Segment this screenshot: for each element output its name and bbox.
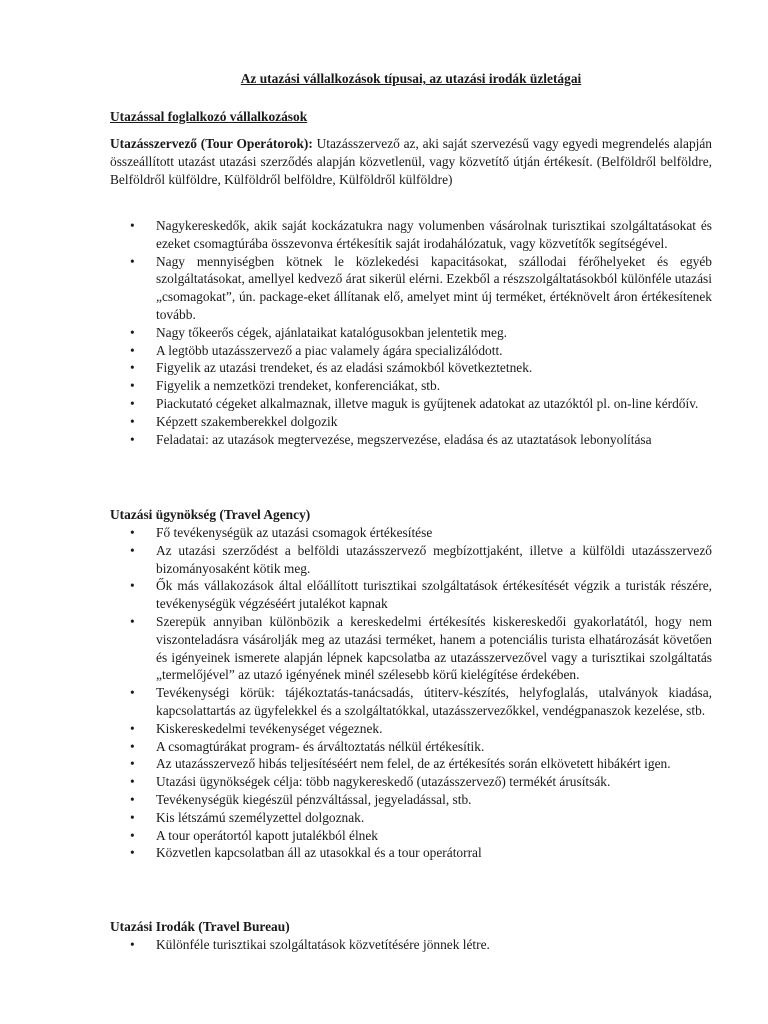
bullet-icon: • (130, 395, 135, 411)
bullet-icon: • (130, 827, 135, 843)
list-item (0, 720, 712, 738)
travel-agency-bullet-list (0, 524, 712, 862)
list-item-text: Utazási ügynökségek célja: több nagykereskedő (utazásszervező) termékét árusítsák. (156, 774, 611, 790)
bullet-icon: • (130, 578, 135, 594)
bullet-icon: • (130, 413, 135, 429)
bullet-icon: • (130, 685, 135, 701)
list-item (0, 827, 712, 845)
bullet-icon: • (130, 738, 135, 754)
list-item (0, 524, 712, 542)
list-item-text: Különféle turisztikai szolgáltatások közvetítésére jönnek létre. (156, 937, 490, 952)
bullet-icon: • (130, 937, 135, 952)
bullet-icon: • (130, 845, 135, 861)
list-item-text: Figyelik a nemzetközi trendeket, konferenciákat, stb. (156, 378, 441, 394)
list-item (0, 738, 712, 756)
bullet-icon: • (130, 774, 135, 790)
travel-agency-heading: Utazási ügynökség (Travel Agency) (110, 507, 311, 522)
bullet-icon: • (130, 253, 135, 269)
bullet-icon: • (130, 756, 135, 772)
list-item-text: Nagykereskedők, akik saját kockázatukra nagy volumenben vásárolnak turisztikai szolgáltatásokat és ezeket csomagtúrába összevonva értékesítik saját irodahálózatuk, vagy közvetítők segítségével. (156, 218, 712, 251)
list-item-text: Ők más vállakozások által előállított turisztikai szolgáltatások értékesítését végzik a turisták részére, tevékenységük végzéséért jutalékot kapnak (156, 578, 712, 612)
list-item (0, 359, 712, 377)
list-item (0, 253, 712, 324)
list-item-text: Feladatai: az utazások megtervezése, megszervezése, eladása és az utaztatások lebonyolítása (156, 431, 652, 447)
list-item-text: Képzett szakemberekkel dolgozik (156, 413, 338, 429)
bullet-icon: • (130, 809, 135, 825)
section-heading: Utazással foglalkozó vállalkozások (110, 109, 308, 124)
bullet-icon: • (130, 324, 135, 340)
tour-operator-definition: Utazásszervező az, aki saját szervezésű vagy egyedi megrendelés alapján összeállított utazást utazási szerződés alapján közvetlenül, vagy közvetítő útján értékesít. (Belföldről belföldre, Belföldről külföldre, Külföldről belföldre, Külföldről külföldre) (110, 136, 712, 187)
list-item (0, 324, 712, 342)
list-item-text: Nagy tőkeerős cégek, ajánlataikat katalógusokban jelentetik meg. (156, 324, 508, 340)
list-item-text: Tevékenységük kiegészül pénzváltással, jegyeladással, stb. (156, 791, 472, 807)
list-item-text: Az utazásszervező hibás teljesítéséért nem felel, de az értékesítés során elkövetett hibákért igen. (156, 756, 671, 772)
tour-operator-intro (110, 135, 712, 188)
list-item (0, 431, 712, 449)
bullet-icon: • (130, 431, 135, 447)
bullet-icon: • (130, 360, 135, 376)
list-item-text: Kis létszámú személyzettel dolgoznak. (156, 809, 365, 825)
list-item-text: Tevékenységi körük: tájékoztatás-tanácsadás, útiterv-készítés, helyfoglalás, utalványok kiadása, kapcsolattartás az ügyfelekkel és a szolgáltatókkal, utazásszervezőkkel, vendégpanaszok kezelése, stb. (156, 685, 712, 718)
bullet-icon: • (130, 720, 135, 736)
list-item (0, 542, 712, 578)
list-item (0, 217, 712, 253)
list-item-text: Közvetlen kapcsolatban áll az utasokkal és a tour operátorral (156, 845, 482, 861)
list-item (0, 395, 712, 413)
tour-operator-term: Utazásszervező (Tour Operátorok): (110, 136, 313, 151)
list-item (0, 577, 712, 613)
list-item-text: A legtöbb utazásszervező a piac valamely ágára specializálódott. (156, 342, 503, 358)
list-item-text: Fő tevékenységük az utazási csomagok értékesítése (156, 525, 433, 540)
bullet-icon: • (130, 218, 135, 233)
bullet-icon: • (130, 791, 135, 807)
list-item (0, 377, 712, 395)
list-item (0, 413, 712, 431)
tour-operator-bullet-list (0, 217, 712, 448)
bullet-icon: • (130, 342, 135, 358)
list-item (0, 755, 712, 773)
document-title: Az utazási vállalkozások típusai, az utazási irodák üzletágai (240, 71, 582, 86)
list-item (0, 613, 712, 684)
list-item-text: Nagy mennyiségben kötnek le közlekedési kapacitásokat, szállodai férőhelyeket és egyéb szolgáltatásokat, amellyel kedvező árat sikerül elérni. Ezekből a részszolgáltatásokból különféle utazási „csomagokat”, ún. package-eket állítanak elő, amelyet mint új terméket, értéknövelt áron értékesítenek tovább. (156, 253, 712, 322)
bullet-icon: • (130, 525, 135, 540)
list-item (0, 773, 712, 791)
list-item (0, 809, 712, 827)
bullet-icon: • (130, 613, 135, 629)
travel-bureau-heading: Utazási Irodák (Travel Bureau) (110, 919, 290, 934)
list-item-text: A csomagtúrákat program- és árváltoztatás nélkül értékesítik. (156, 738, 485, 754)
list-item (0, 844, 712, 862)
list-item-text: Az utazási szerződést a belföldi utazásszervező megbízottjaként, illetve a külföldi utazásszervező bizományosaként kötik meg. (156, 542, 712, 576)
list-item-text: Piackutató cégeket alkalmaznak, illetve maguk is gyűjtenek adatokat az utazóktól pl. on-line kérdőív. (156, 395, 699, 411)
travel-bureau-bullet-list (0, 936, 712, 954)
list-item (0, 342, 712, 360)
list-item-text: Kiskereskedelmi tevékenységet végeznek. (156, 720, 383, 736)
list-item-text: Szerepük annyiban különbözik a kereskedelmi értékesítés kiskereskedői gyakorlatától, hogy nem viszonteladásra vásárolják meg az utazási terméket, hanem a potenciális turista elhatározását követően és igényeinek ismerete alapján lépnek kapcsolatba az utazásszervezővel vagy a turisztikai szolgáltatás „termelőjével” az utazó igényének minél szélesebb körű kielégítése érdekében. (156, 613, 712, 683)
list-item (0, 684, 712, 720)
bullet-icon: • (130, 378, 135, 394)
list-item-text: A tour operátortól kapott jutalékból élnek (156, 827, 379, 843)
list-item (0, 791, 712, 809)
list-item (0, 936, 712, 954)
list-item-text: Figyelik az utazási trendeket, és az eladási számokból következtetnek. (156, 360, 533, 376)
bullet-icon: • (130, 542, 135, 558)
